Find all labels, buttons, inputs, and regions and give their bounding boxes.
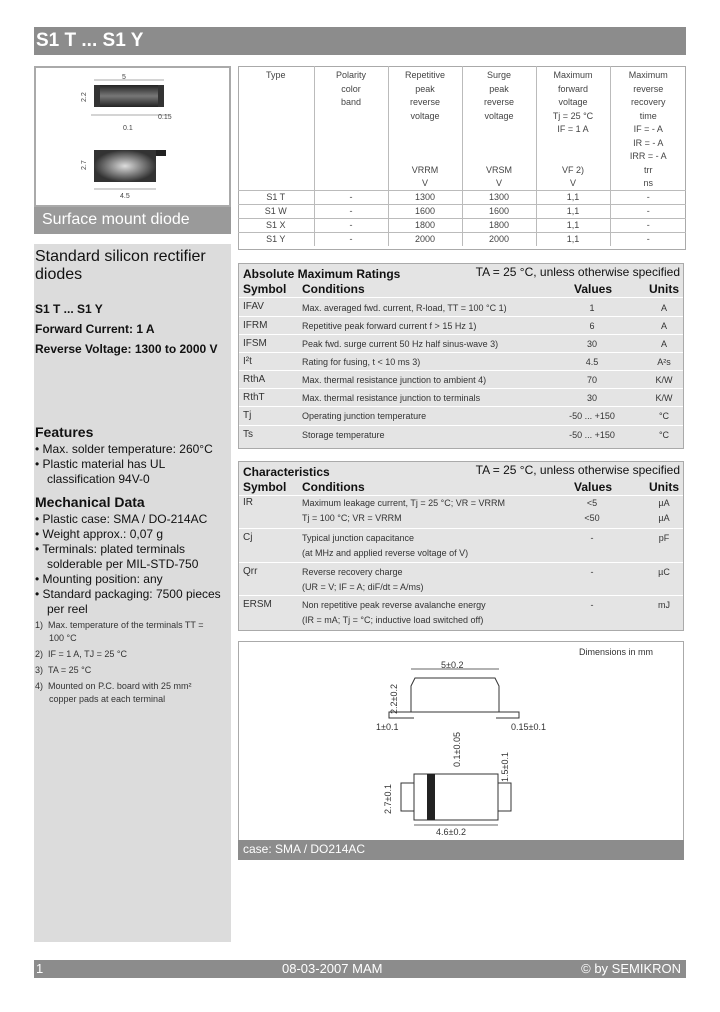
photo-dim-side: 2.2 bbox=[81, 92, 88, 102]
footer-date: 08-03-2007 MAM bbox=[282, 961, 383, 976]
characteristics bbox=[238, 461, 684, 631]
col-vrrm: Repetitive peak reverse voltage VRRM V bbox=[388, 66, 462, 190]
table-row: ERSM Non repetitive peak reverse avalanche energy (IR = mA; Tj = °C; inductive load switched off) - mJ bbox=[239, 595, 683, 627]
list-item: per reel bbox=[47, 602, 88, 616]
dimension-drawing bbox=[238, 641, 684, 860]
bullet: • bbox=[35, 457, 40, 471]
table-row: I²t Rating for fusing, t < 10 ms 3) 4.5 A²s bbox=[239, 352, 683, 370]
surface-mount-label: Surface mount diode bbox=[34, 207, 231, 234]
col-vf: Maximum forward voltage Tj = 25 °C IF = 1 A VF 2) V bbox=[536, 66, 610, 190]
table-row: S1 T - 1300 1300 1,1 - bbox=[238, 190, 686, 204]
dim-pad: 1.5±0.1 bbox=[500, 752, 510, 782]
list-item: • Max. solder temperature: 260°C bbox=[35, 442, 213, 456]
footnote-1-cont: 100 °C bbox=[49, 633, 77, 643]
bullet: • bbox=[35, 542, 40, 556]
footnote-4: 4) Mounted on P.C. board with 25 mm² bbox=[35, 681, 192, 691]
package-top-view bbox=[94, 150, 156, 182]
photo-dim-lead: 0.15 bbox=[158, 114, 172, 121]
col-polarity: Polarity color band bbox=[314, 66, 388, 190]
case-label: case: SMA / DO214AC bbox=[238, 840, 684, 860]
features-title: Features bbox=[35, 424, 94, 440]
bullet: • bbox=[35, 442, 40, 456]
dim-caption: Dimensions in mm bbox=[579, 647, 654, 657]
bullet: • bbox=[35, 527, 40, 541]
list-item: • Mounting position: any bbox=[35, 572, 163, 586]
photo-dim-foot: 0.1 bbox=[123, 125, 133, 132]
side-view-body bbox=[411, 678, 499, 712]
mechanical-list bbox=[35, 512, 230, 617]
dim-lead: 0.15±0.1 bbox=[511, 722, 546, 732]
reverse-voltage: Reverse Voltage: 1300 to 2000 V bbox=[35, 342, 218, 356]
dim-foot: 1±0.1 bbox=[376, 722, 399, 732]
table-row: IR Maximum leakage current, Tj = 25 °C; VR = VRRM Tj = 100 °C; VR = VRRM <5 <50 µA µA bbox=[239, 495, 683, 528]
top-view-body bbox=[414, 774, 498, 820]
photo-dim-top: 5 bbox=[122, 74, 126, 81]
heading-line-2: diodes bbox=[35, 266, 83, 283]
char-title: Characteristics bbox=[243, 465, 330, 479]
col-type: Type bbox=[238, 66, 314, 190]
dim-length: 5±0.2 bbox=[441, 660, 464, 670]
table-row: RthT Max. thermal resistance junction to terminals 30 K/W bbox=[239, 388, 683, 406]
amr-condition: TA = 25 °C, unless otherwise specified bbox=[475, 265, 680, 279]
footer-copyright: © by SEMIKRON bbox=[581, 961, 681, 976]
table-row: IFSM Peak fwd. surge current 50 Hz half sinus-wave 3) 30 A bbox=[239, 334, 683, 352]
char-header bbox=[239, 462, 683, 480]
list-item: • Plastic material has UL bbox=[35, 457, 166, 471]
footnotes bbox=[35, 619, 230, 706]
table-row: Qrr Reverse recovery charge (UR = V; IF = A; diF/dt = A/ms) - µC bbox=[239, 562, 683, 595]
absolute-max-ratings bbox=[238, 263, 684, 449]
page-number: 1 bbox=[36, 961, 44, 976]
heading-line-1: Standard silicon rectifier bbox=[35, 248, 206, 265]
char-column-headers: Symbol Conditions Values Units bbox=[243, 480, 679, 494]
features-list bbox=[35, 442, 230, 487]
table-row: Tj Operating junction temperature -50 ... +150 °C bbox=[239, 406, 683, 425]
table-row: RthA Max. thermal resistance junction to ambient 4) 70 K/W bbox=[239, 370, 683, 388]
bullet: • bbox=[35, 512, 40, 526]
list-item: • Plastic case: SMA / DO-214AC bbox=[35, 512, 208, 526]
dim-standoff: 0.1±0.05 bbox=[452, 732, 462, 767]
footer bbox=[34, 960, 686, 978]
col-trr: Maximum reverse recovery time IF = - A IR = - A IRR = - A trr ns bbox=[628, 70, 668, 188]
bullet: • bbox=[35, 587, 40, 601]
dim-width: 2.7±0.1 bbox=[383, 784, 393, 814]
product-heading bbox=[35, 248, 230, 284]
table-row: Ts Storage temperature -50 ... +150 °C bbox=[239, 425, 683, 444]
list-item: • Standard packaging: 7500 pieces bbox=[35, 587, 221, 601]
amr-title: Absolute Maximum Ratings bbox=[243, 267, 401, 281]
table-row: S1 W - 1600 1600 1,1 - bbox=[238, 204, 686, 218]
package-drawing bbox=[34, 66, 231, 207]
table-row: Cj Typical junction capacitance (at MHz and applied reverse voltage of V) - pF bbox=[239, 528, 683, 562]
table-row: IFRM Repetitive peak forward current f > 15 Hz 1) 6 A bbox=[239, 316, 683, 334]
dim-body-length: 4.6±0.2 bbox=[436, 827, 466, 837]
footnote-4-cont: copper pads at each terminal bbox=[49, 694, 166, 704]
col-vrsm: Surge peak reverse voltage VRSM V bbox=[462, 66, 536, 190]
footnote-2: 2) IF = 1 A, TJ = 25 °C bbox=[35, 649, 128, 659]
photo-dim-w: 2.7 bbox=[81, 160, 88, 170]
amr-header bbox=[239, 264, 683, 282]
list-item: • Terminals: plated terminals bbox=[35, 542, 186, 556]
polarity-band bbox=[427, 774, 435, 820]
dim-height: 2.2±0.2 bbox=[389, 684, 399, 714]
footnote-3: 3) TA = 25 °C bbox=[35, 665, 92, 675]
package-outline-drawing bbox=[36, 68, 229, 205]
page-title: S1 T ... S1 Y bbox=[34, 27, 686, 55]
list-item: classification 94V-0 bbox=[47, 472, 150, 486]
part-range: S1 T ... S1 Y bbox=[35, 302, 103, 316]
forward-current: Forward Current: 1 A bbox=[35, 322, 155, 336]
bullet: • bbox=[35, 572, 40, 586]
char-condition: TA = 25 °C, unless otherwise specified bbox=[475, 463, 680, 477]
list-item: solderable per MIL-STD-750 bbox=[47, 557, 199, 571]
dimension-svg bbox=[239, 642, 683, 842]
table-row: S1 X - 1800 1800 1,1 - bbox=[238, 218, 686, 232]
mechanical-title: Mechanical Data bbox=[35, 494, 145, 510]
table-row: S1 Y - 2000 2000 1,1 - bbox=[238, 232, 686, 246]
photo-dim-len: 4.5 bbox=[120, 193, 130, 200]
table-row: IFAV Max. averaged fwd. current, R-load, TT = 100 °C 1) 1 A bbox=[239, 297, 683, 316]
type-table-header bbox=[238, 66, 686, 190]
list-item: • Weight approx.: 0,07 g bbox=[35, 527, 164, 541]
footnote-1: 1) Max. temperature of the terminals TT = bbox=[35, 620, 204, 630]
type-table bbox=[238, 66, 686, 246]
amr-column-headers: Symbol Conditions Values Units bbox=[243, 282, 679, 296]
